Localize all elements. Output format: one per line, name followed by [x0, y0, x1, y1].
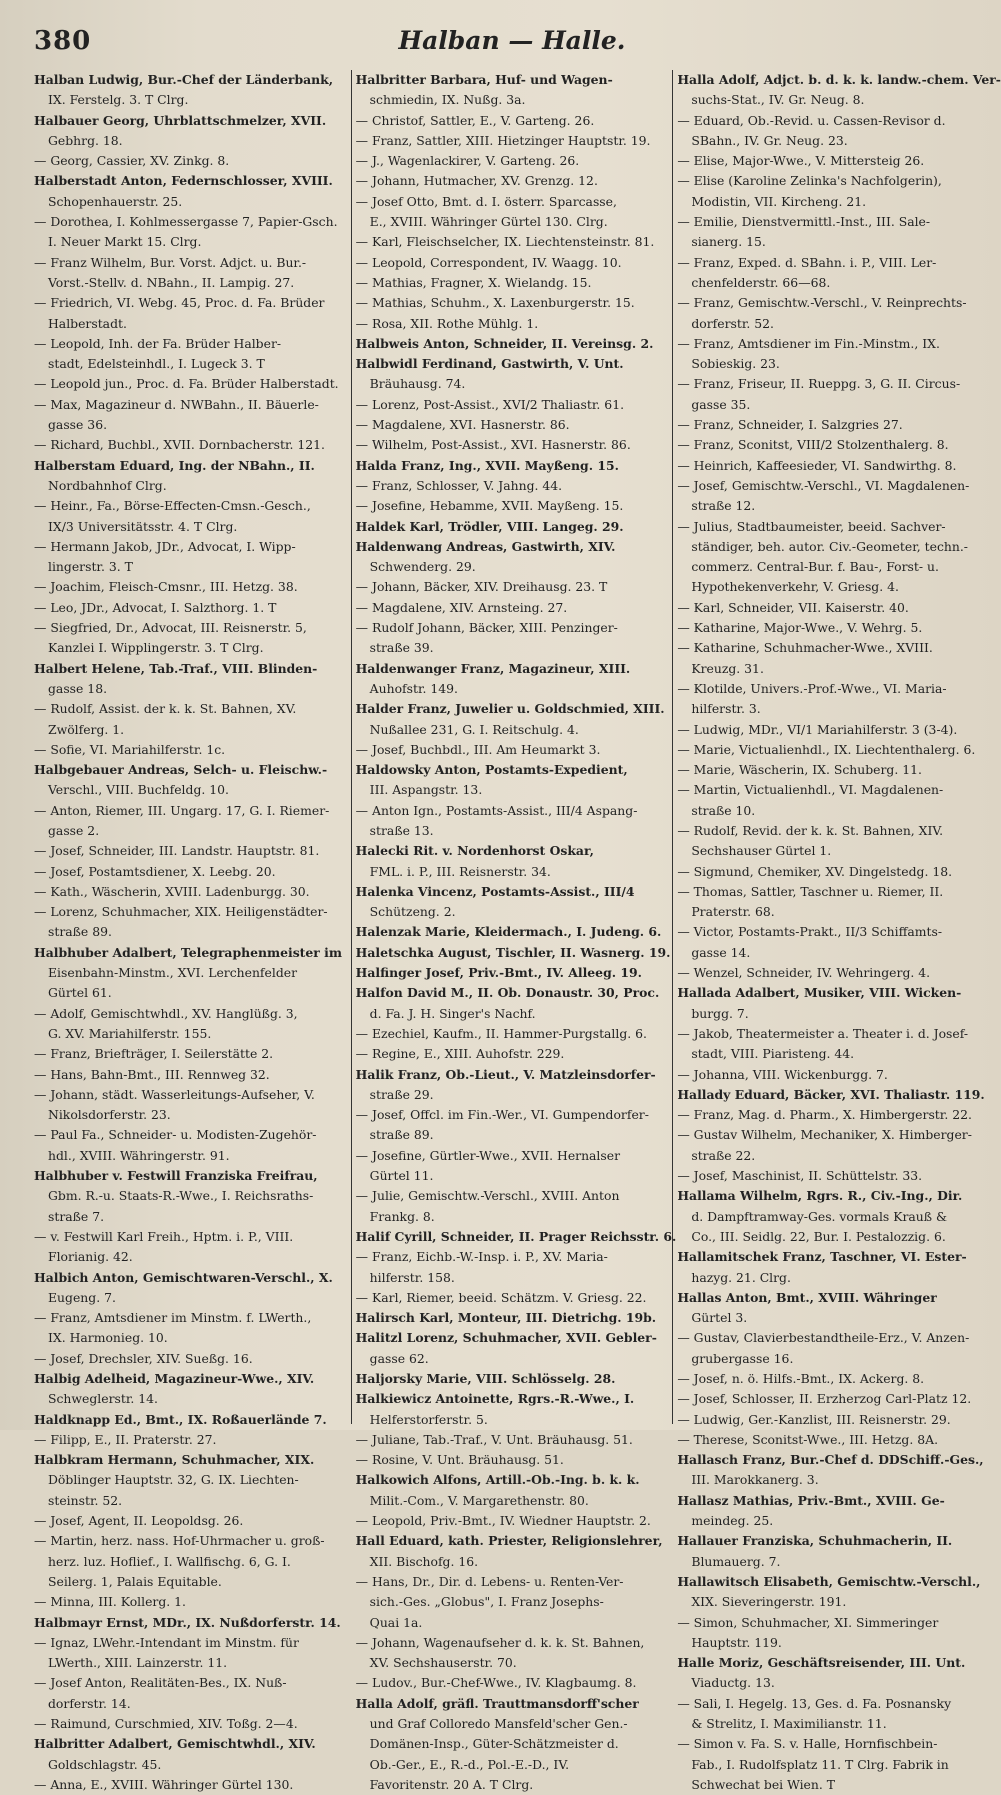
directory-text-line: gasse 35.	[691, 396, 751, 412]
directory-text-line: — Sigmund, Chemiker, XV. Dingelstedg. 18.	[677, 863, 953, 879]
directory-text-line: Schützeng. 2.	[369, 904, 456, 920]
directory-entry-line: Haldenwang Andreas, Gastwirth, XIV.	[355, 538, 616, 554]
directory-text-line: herz. luz. Hoflief., I. Wallfischg. 6, G. I.	[48, 1553, 291, 1569]
directory-text-line: Favoritenstr. 20 A. T Clrg.	[369, 1776, 534, 1792]
directory-text-line: — Marie, Victualienhdl., IX. Liechtenthalerg. 6.	[677, 741, 976, 757]
directory-text-line: — Franz, Friseur, II. Rueppg. 3, G. II. Circus-	[677, 376, 961, 392]
directory-text-line: III. Marokkanerg. 3.	[691, 1472, 819, 1488]
directory-entry-line: Halbich Anton, Gemischtwaren-Verschl., X.	[34, 1269, 333, 1285]
directory-text-line: — Regine, E., XIII. Auhofstr. 229.	[355, 1046, 565, 1062]
directory-text-line: — Eduard, Ob.-Revid. u. Cassen-Revisor d.	[677, 112, 946, 128]
directory-text-line: — Josef, Schlosser, II. Erzherzog Carl-Platz 12.	[677, 1391, 972, 1407]
column-middle	[351, 70, 677, 1792]
directory-text-line: — Hans, Bahn-Bmt., III. Rennweg 32.	[34, 1066, 270, 1082]
directory-text-line: Gebhrg. 18.	[48, 132, 123, 148]
directory-text-line: straße 13.	[369, 822, 434, 838]
directory-text-line: Schwenderg. 29.	[369, 559, 476, 575]
directory-entry-line: Hallada Adalbert, Musiker, VIII. Wicken-	[677, 985, 962, 1001]
directory-text-line: — Martin, herz. nass. Hof-Uhrmacher u. groß-	[34, 1533, 325, 1549]
directory-text-line: — Klotilde, Univers.-Prof.-Wwe., VI. Maria-	[677, 680, 947, 696]
directory-text-line: Blumauerg. 7.	[691, 1553, 781, 1569]
page-number: 380	[34, 26, 92, 56]
directory-entry-line: Halirsch Karl, Monteur, III. Dietrichg. 19b.	[355, 1310, 657, 1326]
directory-text-line: — Joachim, Fleisch-Cmsnr., III. Hetzg. 38.	[34, 579, 298, 595]
directory-text-line: dorferstr. 14.	[48, 1695, 131, 1711]
directory-text-line: straße 22.	[691, 1147, 756, 1163]
directory-text-line: — Julie, Gemischtw.-Verschl., XVIII. Anton	[355, 1188, 620, 1204]
directory-text-line: Gbm. R.-u. Staats-R.-Wwe., I. Reichsraths-	[48, 1188, 314, 1204]
directory-text-line: Ob.-Ger., E., R.-d., Pol.-E.-D., IV.	[369, 1756, 570, 1772]
directory-entry-line: Halbgebauer Andreas, Selch- u. Fleischw.-	[34, 762, 328, 778]
directory-entry-line: Halder Franz, Juwelier u. Goldschmied, XIII.	[355, 701, 665, 717]
directory-text-line: — Magdalene, XIV. Arnsteing. 27.	[355, 599, 568, 615]
directory-text-line: — Elise, Major-Wwe., V. Mittersteig 26.	[677, 153, 925, 169]
directory-text-line: III. Aspangstr. 13.	[369, 782, 483, 798]
directory-text-line: Eisenbahn-Minstm., XVI. Lerchenfelder	[48, 965, 298, 981]
directory-entry-line: Halfon David M., II. Ob. Donaustr. 30, Proc.	[355, 985, 660, 1001]
directory-text-line: — Thomas, Sattler, Taschner u. Riemer, II.	[677, 883, 944, 899]
directory-entry-line: Halfinger Josef, Priv.-Bmt., IV. Alleeg. 19.	[355, 965, 642, 981]
directory-text-line: dorferstr. 52.	[691, 315, 774, 331]
directory-text-line: straße 39.	[369, 640, 434, 656]
directory-entry-line: Halbhuber v. Festwill Franziska Freifrau,	[34, 1168, 318, 1184]
directory-entry-line: Halbkram Hermann, Schuhmacher, XIX.	[34, 1452, 315, 1468]
directory-text-line: — Johann, städt. Wasserleitungs-Aufseher, V.	[34, 1086, 315, 1102]
directory-text-line: — Rudolf Johann, Bäcker, XIII. Penzinger-	[355, 620, 618, 636]
directory-text-line: — Karl, Riemer, beeid. Schätzm. V. Griesg. 22.	[355, 1289, 647, 1305]
directory-text-line: Seilerg. 1, Palais Equitable.	[48, 1573, 222, 1589]
directory-text-line: — Josef, n. ö. Hilfs.-Bmt., IX. Ackerg. 8.	[677, 1371, 925, 1386]
directory-text-line: hazyg. 21. Clrg.	[691, 1269, 791, 1285]
directory-text-line: — Rudolf, Assist. der k. k. St. Bahnen, XV.	[34, 701, 297, 717]
directory-entry-line: Hallauer Franziska, Schuhmacherin, II.	[677, 1533, 953, 1549]
directory-text-line: — Lorenz, Schuhmacher, XIX. Heiligenstädter-	[34, 904, 328, 920]
directory-entry-line: Halla Adolf, gräfl. Trauttmansdorff'scher	[355, 1695, 639, 1711]
directory-text-line: Co., III. Seidlg. 22, Bur. I. Pestalozzig. 6.	[691, 1228, 946, 1244]
directory-text-line: — Julius, Stadtbaumeister, beeid. Sachver-	[677, 518, 946, 534]
directory-entry-line: Halbig Adelheid, Magazineur-Wwe., XIV.	[34, 1371, 315, 1386]
directory-text-line: gasse 62.	[369, 1350, 429, 1366]
directory-text-line: Zwölferg. 1.	[48, 721, 125, 737]
directory-text-line: — Johanna, VIII. Wickenburgg. 7.	[677, 1066, 888, 1082]
directory-text-line: I. Neuer Markt 15. Clrg.	[48, 234, 202, 250]
directory-entry-line: Halkiewicz Antoinette, Rgrs.-R.-Wwe., I.	[355, 1391, 635, 1407]
directory-entry-line: Halberstam Eduard, Ing. der NBahn., II.	[34, 457, 315, 473]
directory-text-line: — Friedrich, VI. Webg. 45, Proc. d. Fa. Brüder	[34, 295, 325, 311]
directory-text-line: gasse 18.	[48, 680, 108, 696]
directory-text-line: — Richard, Buchbl., XVII. Dornbacherstr. 121.	[34, 437, 325, 453]
directory-text-line: straße 89.	[48, 924, 112, 940]
directory-entry-line: Haletschka August, Tischler, II. Wasnerg. 19.	[355, 944, 671, 960]
directory-entry-line: Halbert Helene, Tab.-Traf., VIII. Blinden-	[34, 660, 318, 676]
directory-text-line: — Franz, Sconitst, VIII/2 Stolzenthalerg. 8.	[677, 437, 949, 453]
directory-text-line: — J., Wagenlackirer, V. Garteng. 26.	[355, 153, 580, 169]
directory-text-line: — Minna, III. Kollerg. 1.	[34, 1594, 186, 1610]
directory-text-line: — Leopold jun., Proc. d. Fa. Brüder Halberstadt.	[34, 376, 339, 392]
directory-text-line: — Raimund, Curschmied, XIV. Toßg. 2—4.	[34, 1716, 298, 1732]
text-columns	[30, 70, 1001, 1792]
directory-text-line: — Leopold, Inh. der Fa. Brüder Halber-	[34, 335, 282, 351]
directory-text-line: gasse 2.	[48, 822, 100, 838]
directory-text-line: Kreuzg. 31.	[691, 660, 764, 676]
directory-text-line: — Hans, Dr., Dir. d. Lebens- u. Renten-Ver-	[355, 1573, 624, 1589]
directory-text-line: — Therese, Sconitst-Wwe., III. Hetzg. 8A.	[677, 1431, 939, 1447]
directory-entry-line: Hall Eduard, kath. Priester, Religionslehrer,	[355, 1533, 663, 1549]
directory-text-line: — Simon v. Fa. S. v. Halle, Hornfischbein-	[677, 1736, 938, 1752]
directory-text-line: — Wenzel, Schneider, IV. Wehringerg. 4.	[677, 965, 931, 981]
directory-text-line: — Katharine, Major-Wwe., V. Wehrg. 5.	[677, 620, 923, 636]
directory-text-line: meindeg. 25.	[691, 1513, 774, 1529]
directory-text-line: — Paul Fa., Schneider- u. Modisten-Zugehör-	[34, 1127, 317, 1143]
directory-entry-line: Hallasz Mathias, Priv.-Bmt., XVIII. Ge-	[677, 1492, 945, 1508]
directory-text-line: Viaductg. 13.	[691, 1675, 775, 1691]
directory-text-line: — Ludwig, MDr., VI/1 Mariahilferstr. 3 (3-4).	[677, 721, 958, 737]
directory-text-line: — Sofie, VI. Mariahilferstr. 1c.	[34, 741, 226, 757]
running-head: Halban — Halle.	[398, 26, 626, 55]
directory-text-line: Hypothekenverkehr, V. Griesg. 4.	[691, 579, 899, 595]
directory-text-line: suchs-Stat., IV. Gr. Neug. 8.	[691, 92, 865, 108]
directory-text-line: Halberstadt.	[48, 315, 127, 331]
directory-text-line: SBahn., IV. Gr. Neug. 23.	[691, 132, 848, 148]
directory-text-line: Verschl., VIII. Buchfeldg. 10.	[48, 782, 229, 798]
directory-text-line: — Franz, Schneider, I. Salzgries 27.	[677, 417, 903, 433]
directory-text-line: Sobieskig. 23.	[691, 356, 780, 372]
directory-text-line: — Franz, Schlosser, V. Jahng. 44.	[355, 477, 563, 493]
directory-text-line: Gürtel 3.	[691, 1310, 748, 1326]
directory-entry-line: Halda Franz, Ing., XVII. Mayßeng. 15.	[355, 457, 619, 473]
directory-text-line: Domänen-Insp., Güter-Schätzmeister d.	[369, 1736, 619, 1752]
directory-text-line: — Josef Anton, Realitäten-Bes., IX. Nuß-	[34, 1675, 287, 1691]
directory-text-line: — Siegfried, Dr., Advocat, III. Reisnerstr. 5,	[34, 620, 307, 636]
directory-text-line: Nikolsdorferstr. 23.	[48, 1107, 171, 1123]
directory-text-line: — Gustav, Clavierbestandtheile-Erz., V. Anzen-	[677, 1330, 970, 1346]
directory-text-line: Nußallee 231, G. I. Reitschulg. 4.	[369, 721, 579, 737]
directory-text-line: d. Fa. J. H. Singer's Nachf.	[369, 1005, 536, 1021]
directory-text-line: — Franz, Amtsdiener im Fin.-Minstm., IX.	[677, 335, 940, 351]
directory-entry-line: Halban Ludwig, Bur.-Chef der Länderbank,	[34, 72, 334, 87]
directory-text-line: Gürtel 61.	[48, 985, 112, 1001]
directory-entry-line: Hallawitsch Elisabeth, Gemischtw.-Verschl.,	[677, 1573, 981, 1589]
page-header	[30, 0, 994, 58]
directory-text-line: schmiedin, IX. Nußg. 3a.	[369, 92, 526, 108]
directory-text-line: XII. Bischofg. 16.	[369, 1553, 479, 1569]
directory-text-line: G. XV. Mariahilferstr. 155.	[48, 1025, 212, 1041]
directory-text-line: — Wilhelm, Post-Assist., XVI. Hasnerstr. 86.	[355, 437, 631, 453]
directory-text-line: Schwechat bei Wien. T	[691, 1776, 836, 1792]
directory-text-line: — Josefine, Hebamme, XVII. Mayßeng. 15.	[355, 498, 624, 514]
column-right	[672, 70, 1001, 1792]
directory-text-line: Nordbahnhof Clrg.	[48, 477, 167, 493]
directory-text-line: — Anton, Riemer, III. Ungarg. 17, G. I. Riemer-	[34, 802, 330, 818]
directory-text-line: — Dorothea, I. Kohlmessergasse 7, Papier-Gsch.	[34, 214, 338, 230]
directory-text-line: Schweglerstr. 14.	[48, 1391, 158, 1407]
directory-text-line: — Elise (Karoline Zelinka's Nachfolgerin),	[677, 173, 942, 189]
directory-entry-line: Hallady Eduard, Bäcker, XVI. Thaliastr. 119.	[677, 1086, 985, 1102]
directory-text-line: — Filipp, E., II. Praterstr. 27.	[34, 1431, 217, 1447]
directory-text-line: Eugeng. 7.	[48, 1289, 116, 1305]
directory-text-line: — Josef, Maschinist, II. Schüttelstr. 33.	[677, 1168, 923, 1184]
directory-text-line: — Ezechiel, Kaufm., II. Hammer-Purgstallg. 6.	[355, 1025, 647, 1041]
directory-text-line: Gürtel 11.	[369, 1168, 434, 1184]
directory-text-line: — Rosa, XII. Rothe Mühlg. 1.	[355, 315, 539, 331]
directory-text-line: — Emilie, Dienstvermittl.-Inst., III. Sale-	[677, 214, 931, 230]
directory-text-line: chenfelderstr. 66—68.	[691, 274, 831, 290]
directory-text-line: — Johann, Bäcker, XIV. Dreihausg. 23. T	[355, 579, 608, 595]
directory-text-line: — Karl, Schneider, VII. Kaiserstr. 40.	[677, 599, 909, 615]
directory-entry-line: Hallasch Franz, Bur.-Chef d. DDSchiff.-Ges.,	[677, 1452, 984, 1468]
directory-text-line: — Johann, Wagenaufseher d. k. k. St. Bahnen,	[355, 1634, 645, 1650]
directory-text-line: — Simon, Schuhmacher, XI. Simmeringer	[677, 1614, 939, 1630]
directory-text-line: und Graf Colloredo Mansfeld'scher Gen.-	[369, 1716, 628, 1732]
directory-text-line: gasse 14.	[691, 944, 751, 960]
directory-text-line: Kanzlei I. Wipplingerstr. 3. T Clrg.	[48, 640, 264, 656]
directory-text-line: straße 29.	[369, 1086, 434, 1102]
directory-text-line: hilferstr. 158.	[369, 1269, 455, 1285]
directory-entry-line: Haldek Karl, Trödler, VIII. Langeg. 29.	[355, 518, 624, 534]
directory-text-line: — Franz, Eichb.-W.-Insp. i. P., XV. Maria-	[355, 1249, 608, 1265]
directory-text-line: — Ignaz, LWehr.-Intendant im Minstm. für	[34, 1634, 299, 1650]
directory-entry-line: Halbritter Adalbert, Gemischtwhdl., XIV.	[34, 1736, 316, 1752]
directory-text-line: — Gustav Wilhelm, Mechaniker, X. Himberger-	[677, 1127, 972, 1143]
directory-text-line: Fab., I. Rudolfsplatz 11. T Clrg. Fabrik in	[691, 1756, 949, 1772]
directory-text-line: stadt, Edelsteinhdl., I. Lugeck 3. T	[48, 356, 265, 372]
directory-text-line: Helferstorferstr. 5.	[369, 1411, 488, 1427]
directory-text-line: hilferstr. 3.	[691, 701, 761, 717]
directory-text-line: Vorst.-Stellv. d. NBahn., II. Lampig. 27.	[48, 274, 295, 290]
directory-text-line: — Ludwig, Ger.-Kanzlist, III. Reisnerstr. 29.	[677, 1411, 951, 1427]
directory-text-line: — Adolf, Gemischtwhdl., XV. Hanglüßg. 3,	[34, 1005, 298, 1021]
directory-entry-line: Hallama Wilhelm, Rgrs. R., Civ.-Ing., Dir.	[677, 1188, 963, 1204]
directory-text-line: — Heinr., Fa., Börse-Effecten-Cmsn.-Gesch.,	[34, 498, 311, 514]
directory-text-line: Milit.-Com., V. Margarethenstr. 80.	[369, 1492, 589, 1508]
directory-text-line: — Josef, Schneider, III. Landstr. Hauptstr. 81.	[34, 843, 320, 859]
directory-text-line: Quai 1a.	[369, 1614, 423, 1630]
directory-text-line: — Sali, I. Hegelg. 13, Ges. d. Fa. Posnansky	[677, 1695, 952, 1711]
directory-entry-line: Halbweis Anton, Schneider, II. Vereinsg. 2.	[355, 335, 654, 351]
directory-text-line: — Heinrich, Kaffeesieder, VI. Sandwirthg. 8.	[677, 457, 957, 473]
directory-text-line: — Hermann Jakob, JDr., Advocat, I. Wipp-	[34, 538, 296, 554]
directory-text-line: E., XVIII. Währinger Gürtel 130. Clrg.	[369, 214, 608, 230]
directory-text-line: Bräuhausg. 74.	[369, 376, 466, 392]
directory-text-line: stadt, VIII. Piaristeng. 44.	[691, 1046, 855, 1062]
directory-text-line: IX/3 Universitätsstr. 4. T Clrg.	[48, 518, 238, 534]
directory-text-line: sich.-Ges. „Globus", I. Franz Josephs-	[369, 1594, 604, 1610]
directory-text-line: — Leopold, Correspondent, IV. Waagg. 10.	[355, 254, 622, 270]
directory-text-line: — Karl, Fleischselcher, IX. Liechtensteinstr. 81.	[355, 234, 655, 250]
directory-text-line: — Josef, Offcl. im Fin.-Wer., VI. Gumpendorfer-	[355, 1107, 649, 1123]
directory-text-line: Modistin, VII. Kircheng. 21.	[691, 193, 867, 209]
directory-text-line: — Ludov., Bur.-Chef-Wwe., IV. Klagbaumg. 8.	[355, 1675, 637, 1691]
directory-entry-line: Hallamitschek Franz, Taschner, VI. Ester-	[677, 1249, 967, 1265]
directory-text-line: d. Dampftramway-Ges. vormals Krauß &	[691, 1208, 947, 1224]
directory-entry-line: Haljorsky Marie, VIII. Schlösselg. 28.	[355, 1371, 616, 1386]
directory-entry-line: Halbauer Georg, Uhrblattschmelzer, XVII.	[34, 112, 327, 128]
directory-entry-line: Hallas Anton, Bmt., XVIII. Währinger	[677, 1289, 937, 1305]
directory-entry-line: Halbritter Barbara, Huf- und Wagen-	[355, 72, 613, 87]
directory-text-line: — Leo, JDr., Advocat, I. Salzthorg. 1. T	[34, 599, 277, 615]
directory-text-line: — Mathias, Schuhm., X. Laxenburgerstr. 15.	[355, 295, 635, 311]
directory-text-line: — Leopold, Priv.-Bmt., IV. Wiedner Hauptstr. 2.	[355, 1513, 651, 1529]
directory-entry-line: Halenzak Marie, Kleidermach., I. Judeng. 6.	[355, 924, 662, 940]
directory-text-line: — Rosine, V. Unt. Bräuhausg. 51.	[355, 1452, 564, 1468]
directory-text-line: gasse 36.	[48, 417, 108, 433]
directory-text-line: burgg. 7.	[691, 1005, 749, 1021]
directory-text-line: — Franz, Briefträger, I. Seilerstätte 2.	[34, 1046, 274, 1062]
directory-text-line: IX. Harmonieg. 10.	[48, 1330, 168, 1346]
directory-text-line: straße 89.	[369, 1127, 434, 1143]
directory-text-line: LWerth., XIII. Lainzerstr. 11.	[48, 1655, 228, 1671]
directory-text-line: straße 12.	[691, 498, 756, 514]
directory-text-line: straße 7.	[48, 1208, 105, 1224]
directory-entry-line: Halkowich Alfons, Artill.-Ob.-Ing. b. k. k.	[355, 1472, 640, 1488]
directory-text-line: — Franz, Exped. d. SBahn. i. P., VIII. Ler-	[677, 254, 937, 270]
directory-text-line: — Martin, Victualienhdl., VI. Magdalenen-	[677, 782, 944, 798]
directory-text-line: — Josef, Buchbdl., III. Am Heumarkt 3.	[355, 741, 601, 757]
directory-text-line: — Lorenz, Post-Assist., XVI/2 Thaliastr. 61.	[355, 396, 625, 412]
directory-entry-line: Halbwidl Ferdinand, Gastwirth, V. Unt.	[355, 356, 624, 372]
directory-text-line: Praterstr. 68.	[691, 904, 775, 920]
directory-text-line: steinstr. 52.	[48, 1492, 123, 1508]
directory-entry-line: Halle Moriz, Geschäftsreisender, III. Unt.	[677, 1655, 966, 1671]
directory-text-line: Frankg. 8.	[369, 1208, 435, 1224]
directory-entry-line: Haldowsky Anton, Postamts-Expedient,	[355, 762, 628, 778]
directory-text-line: — Josef, Agent, II. Leopoldsg. 26.	[34, 1513, 244, 1529]
directory-text-line: — Magdalene, XVI. Hasnerstr. 86.	[355, 417, 570, 433]
directory-text-line: FML. i. P., III. Reisnerstr. 34.	[369, 863, 551, 879]
directory-text-line: — Kath., Wäscherin, XVIII. Ladenburgg. 30.	[34, 883, 310, 899]
directory-entry-line: Halenka Vincenz, Postamts-Assist., III/4	[355, 883, 635, 899]
directory-text-line: — Franz Wilhelm, Bur. Vorst. Adjct. u. Bur.-	[34, 254, 307, 270]
directory-text-line: — Franz, Gemischtw.-Verschl., V. Reinprechts-	[677, 295, 967, 311]
directory-text-line: hdl., XVIII. Währingerstr. 91.	[48, 1147, 230, 1163]
directory-text-line: IX. Ferstelg. 3. T Clrg.	[48, 92, 189, 108]
directory-text-line: — Max, Magazineur d. NWBahn., II. Bäuerle-	[34, 396, 319, 412]
directory-text-line: — Georg, Cassier, XV. Zinkg. 8.	[34, 153, 230, 169]
directory-text-line: — Josef, Drechsler, XIV. Sueßg. 16.	[34, 1350, 253, 1366]
directory-text-line: lingerstr. 3. T	[48, 559, 133, 575]
directory-entry-line: Halitzl Lorenz, Schuhmacher, XVII. Gebler-	[355, 1330, 657, 1346]
directory-text-line: — Victor, Postamts-Prakt., II/3 Schiffamts-	[677, 924, 943, 940]
directory-entry-line: Halberstadt Anton, Federnschlosser, XVIII.	[34, 173, 333, 189]
directory-text-line: commerz. Central-Bur. f. Bau-, Forst- u.	[691, 559, 939, 575]
directory-text-line: — Franz, Sattler, XIII. Hietzinger Hauptstr. 19.	[355, 132, 651, 148]
directory-text-line: Goldschlagstr. 45.	[48, 1756, 162, 1772]
directory-text-line: — Josef, Postamtsdiener, X. Leebg. 20.	[34, 863, 276, 879]
directory-entry-line: Halbmayr Ernst, MDr., IX. Nußdorferstr. 14.	[34, 1614, 341, 1630]
directory-text-line: — Mathias, Fragner, X. Wielandg. 15.	[355, 274, 592, 290]
directory-text-line: — Anna, E., XVIII. Währinger Gürtel 130.	[34, 1776, 294, 1792]
directory-text-line: XV. Sechshauserstr. 70.	[369, 1655, 517, 1671]
directory-text-line: — Rudolf, Revid. der k. k. St. Bahnen, XIV.	[677, 822, 944, 838]
directory-entry-line: Haldknapp Ed., Bmt., IX. Roßauerlände 7.	[34, 1411, 327, 1427]
directory-text-line: Döblinger Hauptstr. 32, G. IX. Liechten-	[48, 1472, 299, 1488]
directory-text-line: sianerg. 15.	[691, 234, 766, 250]
directory-text-line: — Franz, Amtsdiener im Minstm. f. LWerth.,	[34, 1310, 312, 1326]
directory-entry-line: Halik Franz, Ob.-Lieut., V. Matzleinsdorfer-	[355, 1066, 656, 1082]
directory-text-line: — Juliane, Tab.-Traf., V. Unt. Bräuhausg. 51.	[355, 1431, 633, 1447]
directory-text-line: — Jakob, Theatermeister a. Theater i. d. Josef-	[677, 1025, 969, 1041]
directory-entry-line: Halif Cyrill, Schneider, II. Prager Reichsstr. 6.	[355, 1228, 677, 1244]
directory-text-line: straße 10.	[691, 802, 756, 818]
directory-text-line: — Josef, Gemischtw.-Verschl., VI. Magdalenen-	[677, 477, 970, 493]
directory-text-line: — Josef Otto, Bmt. d. I. österr. Sparcasse,	[355, 193, 617, 209]
directory-entry-line: Haldenwanger Franz, Magazineur, XIII.	[355, 660, 631, 676]
directory-text-line: ständiger, beh. autor. Civ.-Geometer, techn.-	[691, 538, 968, 554]
directory-text-line: Florianig. 42.	[48, 1249, 133, 1265]
directory-entry-line: Halecki Rit. v. Nordenhorst Oskar,	[355, 843, 594, 859]
directory-text-line: — Christof, Sattler, E., V. Garteng. 26.	[355, 112, 595, 128]
column-left	[30, 70, 351, 1792]
directory-text-line: — Katharine, Schuhmacher-Wwe., XVIII.	[677, 640, 933, 656]
directory-text-line: — Josefine, Gürtler-Wwe., XVII. Hernalser	[355, 1147, 621, 1163]
directory-text-line: & Strelitz, I. Maximilianstr. 11.	[691, 1716, 887, 1732]
directory-entry-line: Halbhuber Adalbert, Telegraphenmeister im	[34, 944, 342, 960]
directory-text-line: — Franz, Mag. d. Pharm., X. Himbergerstr. 22.	[677, 1107, 972, 1123]
directory-text-line: XIX. Sieveringerstr. 191.	[691, 1594, 847, 1610]
directory-text-line: Auhofstr. 149.	[369, 680, 458, 696]
directory-text-line: Hauptstr. 119.	[691, 1634, 782, 1650]
directory-text-line: — Marie, Wäscherin, IX. Schuberg. 11.	[677, 762, 922, 778]
directory-entry-line: Halla Adolf, Adjct. b. d. k. k. landw.-chem. Ver-	[677, 72, 1001, 87]
directory-text-line: Sechshauser Gürtel 1.	[691, 843, 832, 859]
directory-text-line: Schopenhauerstr. 25.	[48, 193, 183, 209]
directory-text-line: — Anton Ign., Postamts-Assist., III/4 Aspang-	[355, 802, 638, 818]
directory-text-line: — v. Festwill Karl Freih., Hptm. i. P., VIII.	[34, 1228, 294, 1244]
directory-text-line: grubergasse 16.	[691, 1350, 794, 1366]
directory-text-line: — Johann, Hutmacher, XV. Grenzg. 12.	[355, 173, 598, 189]
